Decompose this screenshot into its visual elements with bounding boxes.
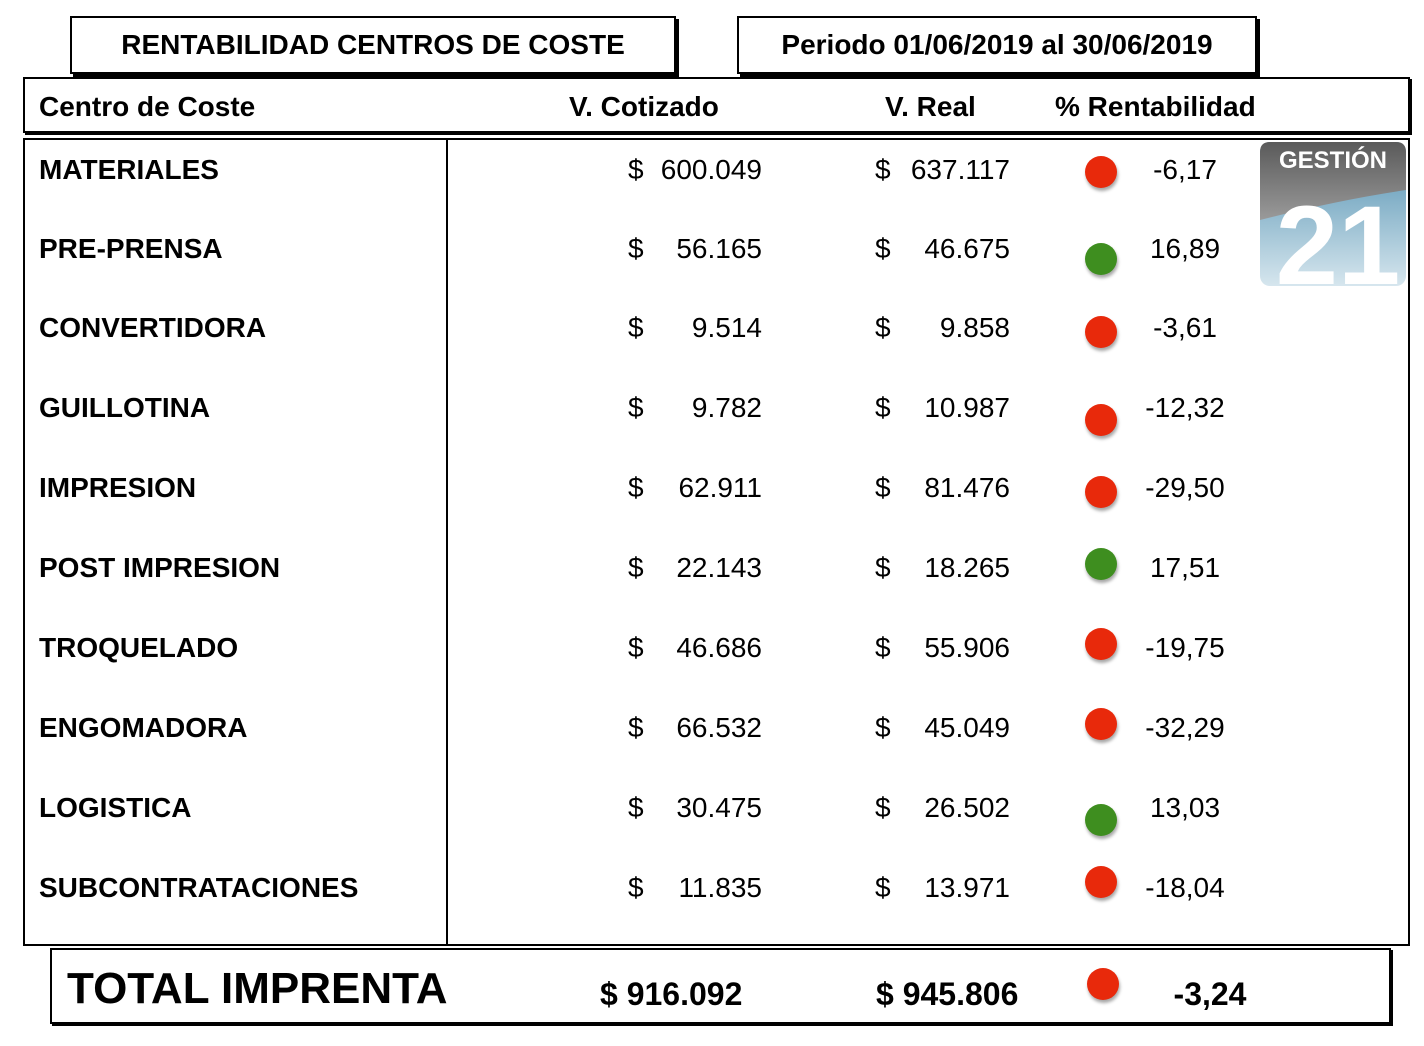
total-pct: -3,24 — [1173, 976, 1247, 1012]
row-pct: -3,61 — [1153, 312, 1217, 343]
row-cotizado-currency: $ — [628, 552, 644, 583]
row-cotizado-currency: $ — [628, 872, 644, 903]
row-cotizado-currency: $ — [628, 154, 644, 185]
row-real: 9.858 — [939, 312, 1010, 343]
row-name: SUBCONTRATACIONES — [39, 872, 359, 903]
row-status-dot — [1085, 866, 1117, 898]
total-row — [50, 948, 1391, 1024]
header-centro: Centro de Coste — [39, 91, 256, 122]
column-header-bar — [23, 77, 1410, 133]
row-cotizado-currency: $ — [628, 312, 644, 343]
row-status-dot — [1085, 476, 1117, 508]
header-cotizado: V. Cotizado — [569, 91, 719, 122]
row-pct: -18,04 — [1145, 872, 1225, 903]
row-cotizado: 9.514 — [691, 312, 762, 343]
row-cotizado: 62.911 — [678, 472, 762, 503]
table-row — [0, 468, 1424, 508]
row-real: 10.987 — [924, 392, 1010, 423]
table-row — [0, 708, 1424, 748]
row-name: PRE-PRENSA — [39, 233, 223, 264]
row-cotizado-currency: $ — [628, 632, 644, 663]
row-name: CONVERTIDORA — [39, 312, 267, 343]
row-cotizado: 30.475 — [676, 792, 762, 823]
row-status-dot — [1085, 804, 1117, 836]
row-status-dot — [1085, 243, 1117, 275]
table-row — [0, 308, 1424, 348]
row-real: 26.502 — [924, 792, 1010, 823]
row-cotizado: 9.782 — [691, 392, 762, 423]
row-name: GUILLOTINA — [39, 392, 211, 423]
row-real-currency: $ — [875, 472, 891, 503]
header-rentabilidad: % Rentabilidad — [1055, 91, 1256, 122]
row-name: ENGOMADORA — [39, 712, 248, 743]
row-real: 637.117 — [910, 154, 1010, 185]
row-real-currency: $ — [875, 632, 891, 663]
row-cotizado: 11.835 — [678, 872, 762, 903]
row-pct: -29,50 — [1145, 472, 1225, 503]
row-real-currency: $ — [875, 712, 891, 743]
row-name: LOGISTICA — [39, 792, 192, 823]
row-status-dot — [1085, 628, 1117, 660]
row-real: 13.971 — [924, 872, 1010, 903]
row-real-currency: $ — [875, 154, 891, 185]
row-real-currency: $ — [875, 392, 891, 423]
row-pct: 16,89 — [1149, 233, 1221, 264]
table-row — [0, 150, 1424, 190]
row-pct: -6,17 — [1153, 154, 1217, 185]
row-cotizado: 56.165 — [676, 233, 762, 264]
row-status-dot — [1085, 404, 1117, 436]
row-pct: 17,51 — [1149, 552, 1221, 583]
row-name: POST IMPRESION — [39, 552, 281, 583]
row-real: 45.049 — [924, 712, 1010, 743]
row-real: 81.476 — [924, 472, 1010, 503]
table-row — [0, 788, 1424, 828]
row-real-currency: $ — [875, 872, 891, 903]
row-name: MATERIALES — [39, 154, 219, 185]
logo-text-gestion: GESTIÓN — [1278, 147, 1388, 174]
total-cotizado: $ 916.092 — [600, 976, 743, 1012]
table-row — [0, 628, 1424, 668]
row-status-dot — [1085, 316, 1117, 348]
row-real: 46.675 — [924, 233, 1010, 264]
row-cotizado-currency: $ — [628, 472, 644, 503]
row-name: IMPRESION — [39, 472, 197, 503]
row-cotizado-currency: $ — [628, 233, 644, 264]
row-real-currency: $ — [875, 792, 891, 823]
row-real-currency: $ — [875, 552, 891, 583]
row-status-dot — [1085, 708, 1117, 740]
table-row — [0, 868, 1424, 908]
row-cotizado-currency: $ — [628, 792, 644, 823]
row-cotizado: 66.532 — [676, 712, 762, 743]
row-status-dot — [1085, 156, 1117, 188]
row-cotizado: 46.686 — [676, 632, 762, 663]
row-cotizado-currency: $ — [628, 712, 644, 743]
row-real: 55.906 — [924, 632, 1010, 663]
report-title: RENTABILIDAD CENTROS DE COSTE — [121, 29, 625, 60]
row-name: TROQUELADO — [39, 632, 239, 663]
header-real: V. Real — [885, 91, 976, 122]
row-real: 18.265 — [924, 552, 1010, 583]
report-title-box — [70, 16, 676, 74]
total-real: $ 945.806 — [876, 976, 1019, 1012]
row-pct: -32,29 — [1145, 712, 1225, 743]
table-row — [0, 229, 1424, 269]
row-pct: -19,75 — [1145, 632, 1225, 663]
period-box — [737, 16, 1257, 74]
row-real-currency: $ — [875, 233, 891, 264]
period-label: Periodo 01/06/2019 al 30/06/2019 — [781, 29, 1213, 60]
row-pct: -12,32 — [1145, 392, 1225, 423]
row-pct: 13,03 — [1149, 792, 1221, 823]
row-cotizado: 600.049 — [660, 154, 762, 185]
gestion-21-logo — [1258, 140, 1408, 288]
row-status-dot — [1085, 548, 1117, 580]
row-cotizado: 22.143 — [676, 552, 762, 583]
total-label: TOTAL IMPRENTA — [67, 964, 448, 1013]
row-cotizado-currency: $ — [628, 392, 644, 423]
table-row — [0, 388, 1424, 428]
logo-text-21: 21 — [1275, 183, 1401, 288]
row-real-currency: $ — [875, 312, 891, 343]
table-row — [0, 548, 1424, 588]
total-status-dot — [1087, 968, 1119, 1000]
